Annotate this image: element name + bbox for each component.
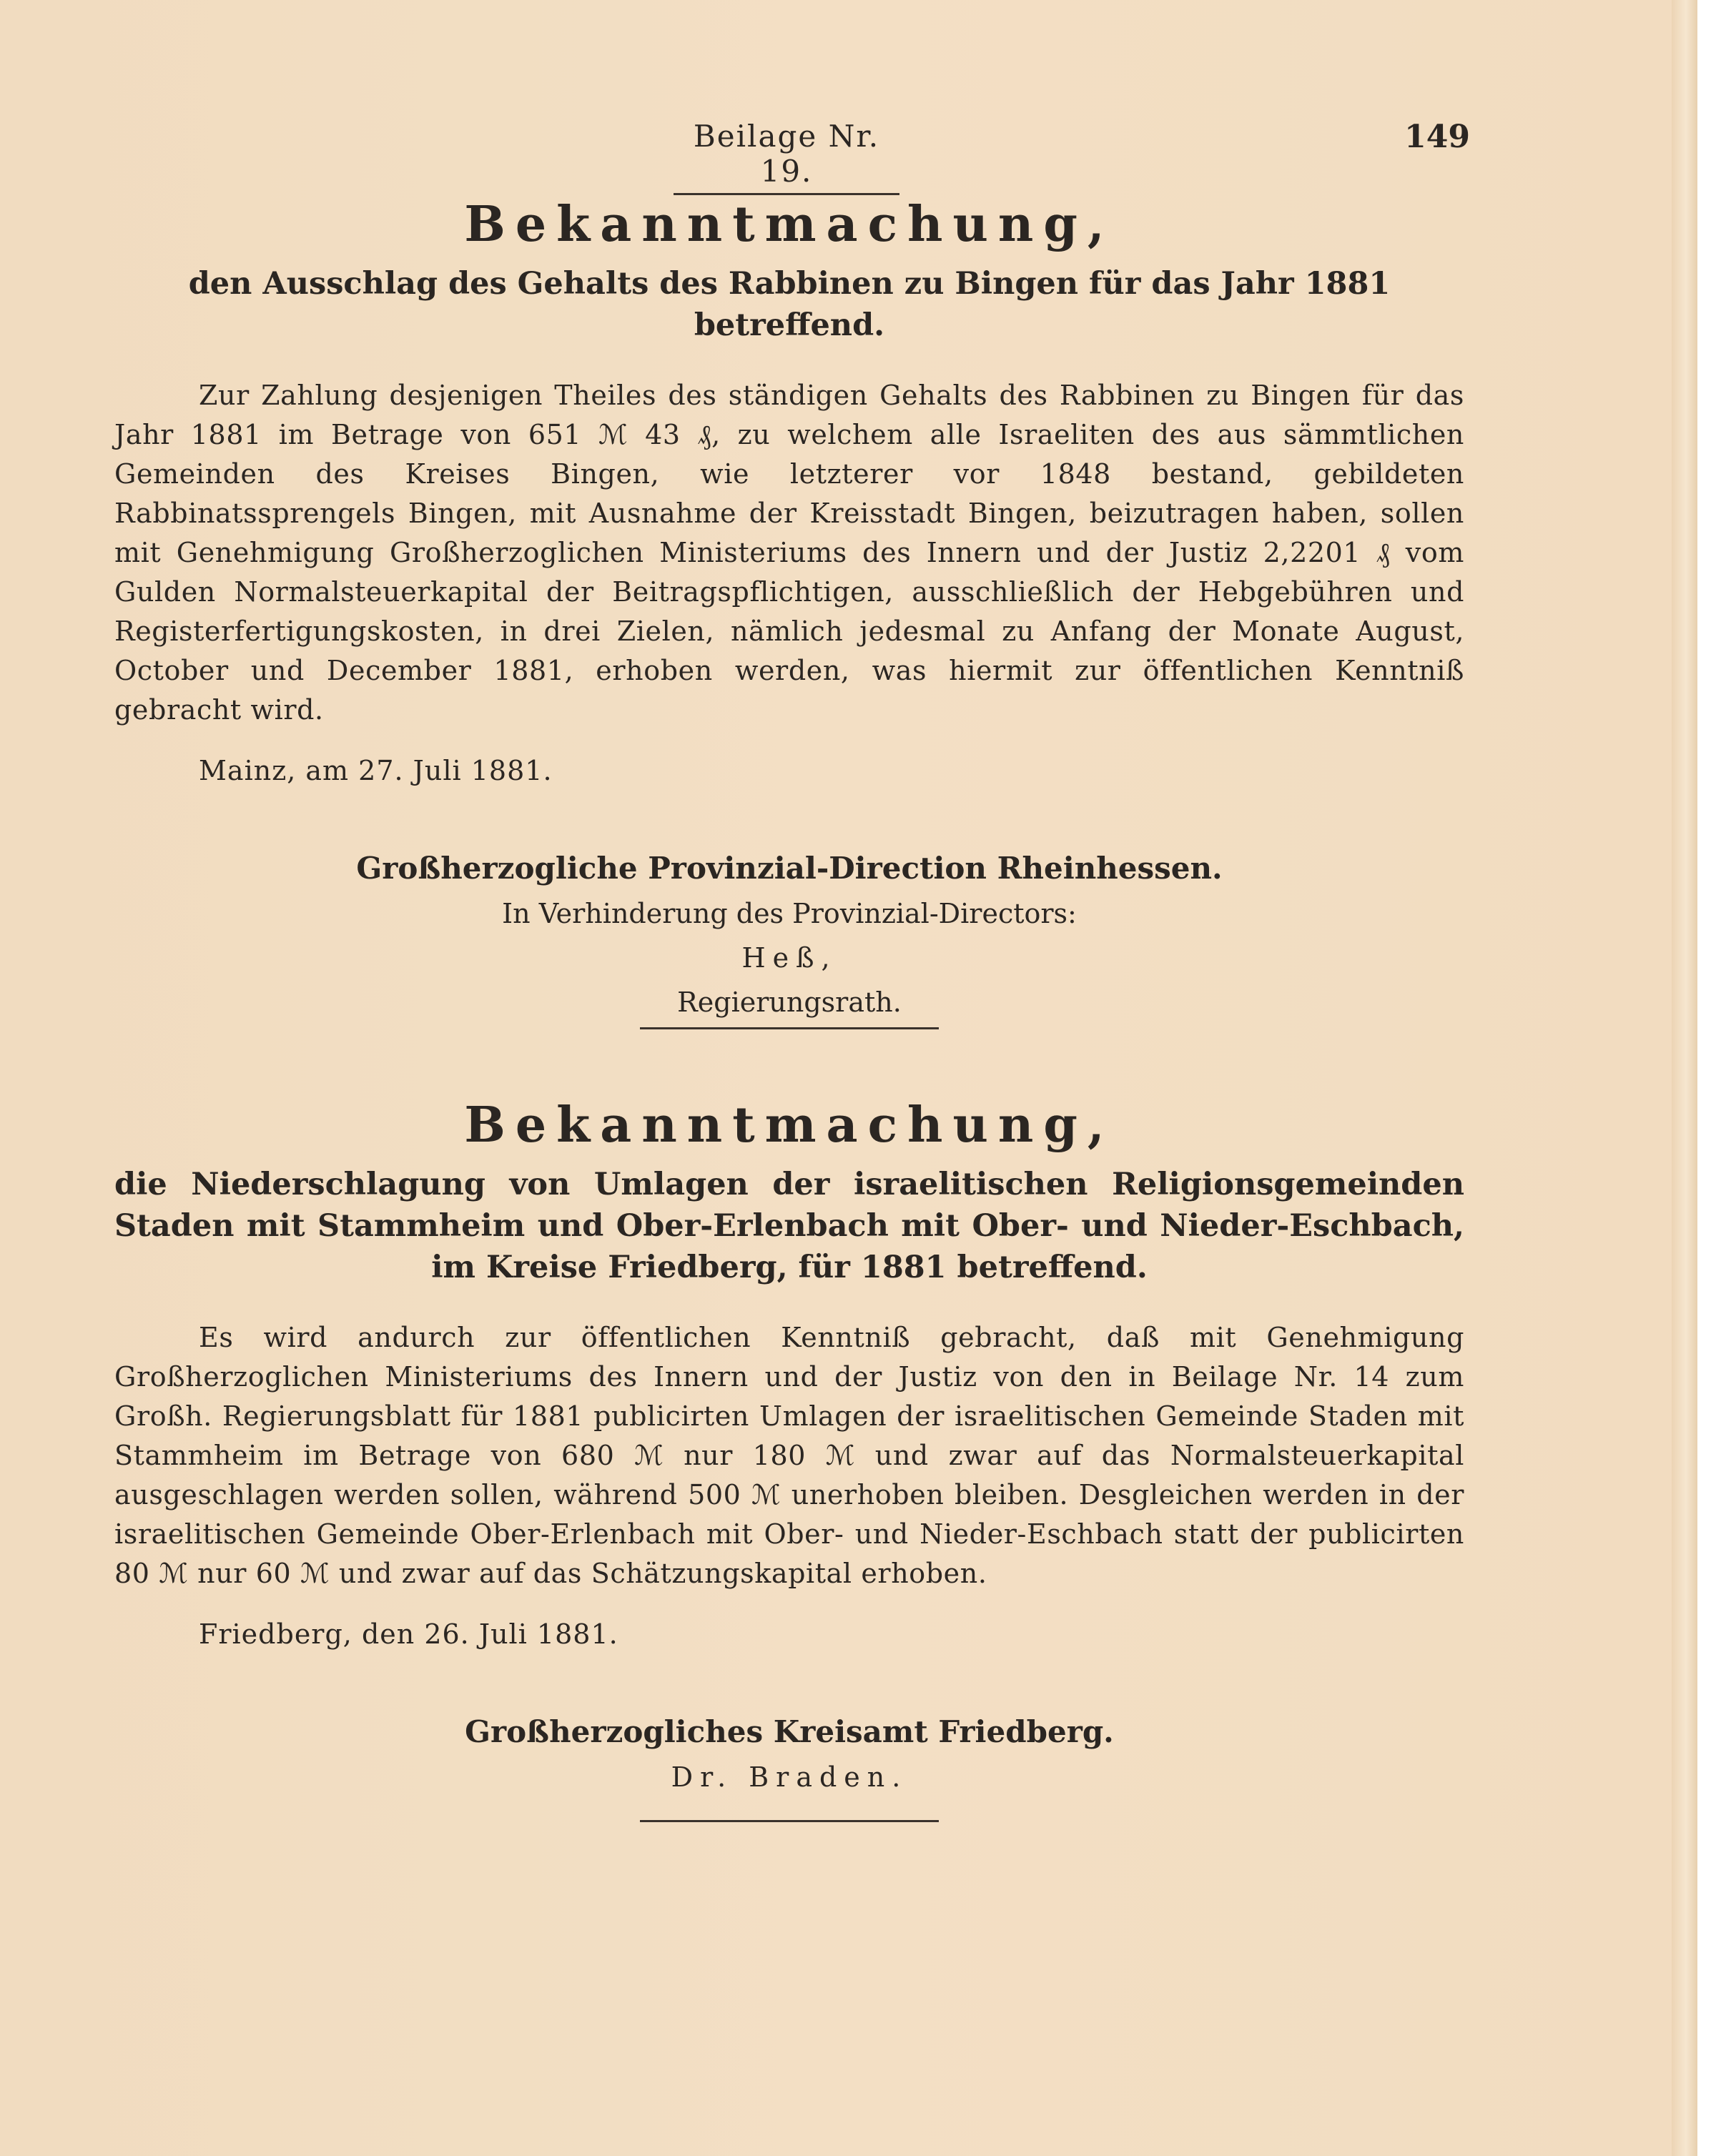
page-edge: [1672, 0, 1697, 2156]
notice-1-authority: Großherzogliche Provinzial-Direction Rheinhessen.: [356, 851, 1223, 886]
notice-2-title: Bekanntmachung,: [464, 1097, 1115, 1154]
page-number: 149: [1404, 119, 1470, 155]
notice-1-signatory-title: Regierungsrath.: [677, 986, 902, 1018]
notice-1-subtitle: den Ausschlag des Gehalts des Rabbinen zu Bingen für das Jahr 1881 betreffend.: [188, 266, 1391, 343]
notice-1-signature-note: In Verhinderung des Provinzial-Directors:: [502, 898, 1077, 929]
notice-1: [114, 193, 1464, 1022]
notice-2-subtitle: die Niederschlagung von Umlagen der israelitischen Religionsgemeinden Staden mit Stammheim und Ober-Erlenbach mit Ober- und Nieder-Eschbach, im Kreise Friedberg, für 1881 betreffend.: [114, 1167, 1464, 1285]
notice-2-signatory: Dr. Braden.: [671, 1761, 908, 1793]
notice-1-body: Zur Zahlung desjenigen Theiles des ständigen Gehalts des Rabbinen zu Bingen für das Jahr 1881 im Betrage von 651 ℳ 43 ₰, zu welchem alle Israeliten des aus sämmtlichen Gemeinden des Kreises Bingen, wie letzterer vor 1848 bestand, gebildeten Rabbinatssprengels Bingen, mit Ausnahme der Kreisstadt Bingen, beizutragen haben, sollen mit Genehmigung Großherzoglichen Ministeriums des Innern und der Justiz 2,2201 ₰ vom Gulden Normalsteuerkapital der Beitragspflichtigen, ausschließlich der Hebgebühren und Registerfertigungskosten, in drei Zielen, nämlich jedesmal zu Anfang der Monate August, October und December 1881, erhoben werden, was hiermit zur öffentlichen Kenntniß gebracht wird.: [114, 380, 1464, 726]
notice-2: [114, 1094, 1464, 1797]
notice-2-authority: Großherzogliches Kreisamt Friedberg.: [465, 1714, 1114, 1749]
notice-2-dateline: Friedberg, den 26. Juli 1881.: [199, 1618, 618, 1650]
notice-1-dateline: Mainz, am 27. Juli 1881.: [199, 755, 553, 786]
notice-2-body: Es wird andurch zur öffentlichen Kenntniß gebracht, daß mit Genehmigung Großherzoglichen Ministeriums des Innern und der Justiz von den in Beilage Nr. 14 zum Großh. Regierungsblatt für 1881 publicirten Umlagen der israelitischen Gemeinde Staden mit Stammheim im Betrage von 680 ℳ nur 180 ℳ und zwar auf das Normalsteuerkapital ausgeschlagen werden sollen, während 500 ℳ unerhoben bleiben. Desgleichen werden in der israelitischen Gemeinde Ober-Erlenbach mit Ober- und Nieder-Eschbach statt der publicirten 80 ℳ nur 60 ℳ und zwar auf das Schätzungskapital erhoben.: [114, 1322, 1464, 1589]
end-divider: [640, 1820, 939, 1822]
notice-1-title: Bekanntmachung,: [464, 196, 1115, 253]
supplement-label: Beilage Nr. 19.: [674, 119, 899, 195]
notice-1-signatory: Heß,: [741, 942, 837, 974]
section-divider: [640, 1027, 939, 1029]
